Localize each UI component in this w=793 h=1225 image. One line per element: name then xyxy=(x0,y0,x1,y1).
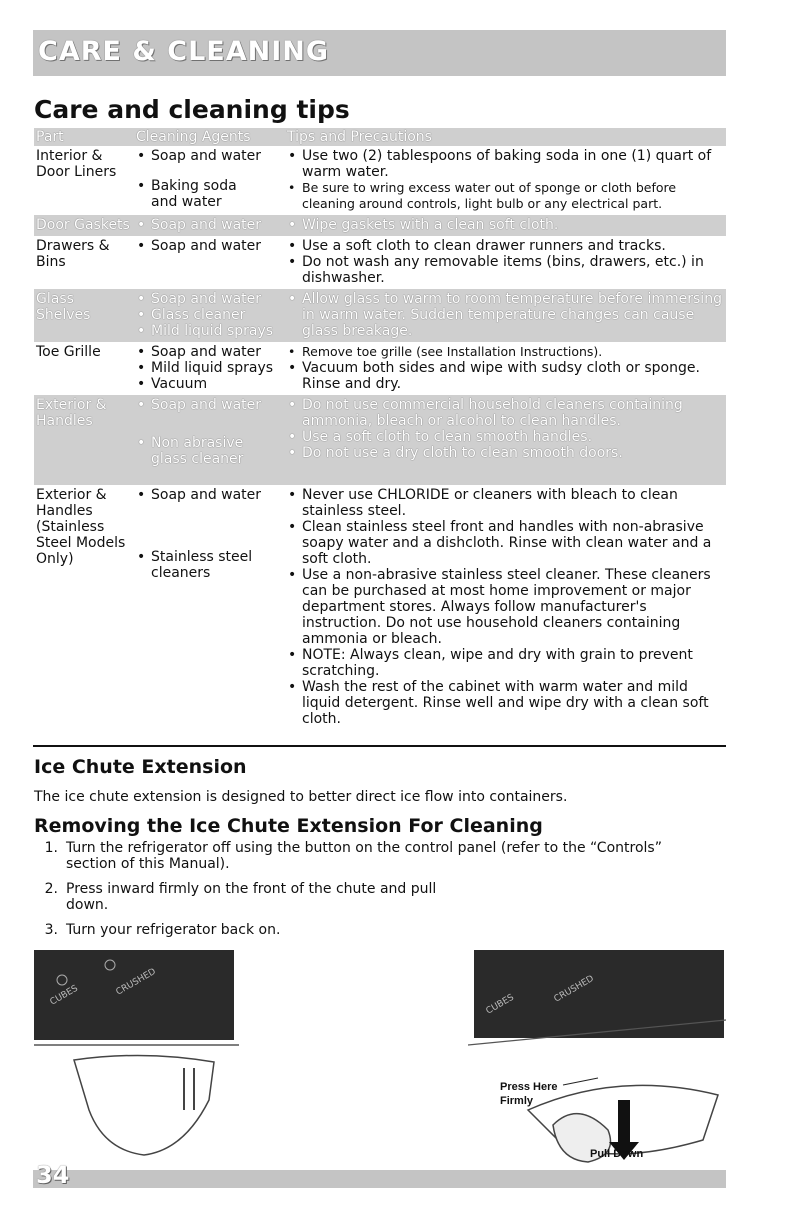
cell-part: Door Gaskets xyxy=(36,217,130,233)
label-crushed: CRUSHED xyxy=(552,973,596,1005)
cell-tips xyxy=(287,291,726,339)
label-cubes: CUBES xyxy=(484,992,516,1017)
cell-agents xyxy=(136,291,287,339)
tip-item: • Never use CHLORIDE or cleaners with bleach to clean stainless steel. xyxy=(287,487,726,519)
agent-item: • Stainless steel cleaners xyxy=(136,549,287,581)
cell-tips xyxy=(287,238,726,286)
tip-item: • Remove toe grille (see Installation Instructions). xyxy=(287,344,726,360)
removing-heading: Removing the Ice Chute Extension For Cleaning xyxy=(34,815,543,837)
cell-tips xyxy=(287,148,726,212)
cell-tips xyxy=(287,397,726,467)
table-body xyxy=(34,146,726,730)
cell-tips xyxy=(287,487,726,727)
removal-steps xyxy=(34,840,714,947)
tip-item: • Allow glass to warm to room temperature before immersing in warm water. Sudden temperature changes can cause glass breakage. xyxy=(287,291,726,339)
pull-down-label: Pull Down xyxy=(590,1148,644,1160)
ice-chute-body: The ice chute extension is designed to better direct ice flow into containers. xyxy=(34,789,568,805)
cell-agents xyxy=(136,217,287,233)
tip-item: • Use a non-abrasive stainless steel cleaner. These cleaners can be purchased at most home improvement or major department stores. Always follow manufacturer's instruction. Do not use household cleaners containing ammonia or bleach. xyxy=(287,567,726,647)
col-agents: Cleaning Agents xyxy=(136,129,251,145)
agent-item: • Soap and water xyxy=(136,344,287,360)
agent-item: • Mild liquid sprays xyxy=(136,360,287,376)
label-cubes: CUBES xyxy=(48,983,80,1008)
tip-item: • Do not use commercial household cleaners containing ammonia, bleach or alcohol to clean handles. xyxy=(287,397,726,429)
tip-item: • Use a soft cloth to clean drawer runners and tracks. xyxy=(287,238,726,254)
col-part: Part xyxy=(36,129,64,145)
step-1: 1. Turn the refrigerator off using the button on the control panel (refer to the “Controls” section of this Manual). xyxy=(44,840,662,872)
tip-item: • Wash the rest of the cabinet with warm water and mild liquid detergent. Rinse well and wipe dry with a clean soft cloth. xyxy=(287,679,726,727)
tip-item: • NOTE: Always clean, wipe and dry with grain to prevent scratching. xyxy=(287,647,726,679)
section-title: Care and cleaning tips xyxy=(34,95,350,124)
table-row xyxy=(34,395,726,485)
agent-item: • Glass cleaner xyxy=(136,307,287,323)
label-crushed: CRUSHED xyxy=(114,966,158,998)
tip-item: • Vacuum both sides and wipe with sudsy cloth or sponge. Rinse and dry. xyxy=(287,360,726,392)
cell-part: Drawers & Bins xyxy=(36,238,110,270)
agent-item: • Soap and water xyxy=(136,397,287,413)
footer-band xyxy=(33,1170,726,1188)
cell-part: Exterior & Handles (Stainless Steel Models Only) xyxy=(36,487,126,567)
tip-item: • Do not use a dry cloth to clean smooth doors. xyxy=(287,445,726,461)
tip-item: • Use a soft cloth to clean smooth handles. xyxy=(287,429,726,445)
cell-agents xyxy=(136,487,287,727)
agent-item: • Mild liquid sprays xyxy=(136,323,287,339)
tip-item: • Do not wash any removable items (bins, drawers, etc.) in dishwasher. xyxy=(287,254,726,286)
agent-item: • Vacuum xyxy=(136,376,287,392)
page-number: 34 xyxy=(36,1161,70,1189)
tip-item: • Be sure to wring excess water out of sponge or cloth before cleaning around controls, light bulb or any electrical part. xyxy=(287,180,726,212)
cell-tips xyxy=(287,217,726,233)
table-row xyxy=(34,485,726,730)
tip-item: • Wipe gaskets with a clean soft cloth. xyxy=(287,217,726,233)
cell-agents xyxy=(136,344,287,392)
agent-item: • Soap and water xyxy=(136,487,287,503)
cell-agents xyxy=(136,148,287,212)
ice-chute-heading: Ice Chute Extension xyxy=(34,756,247,778)
cell-part: Exterior & Handles xyxy=(36,397,107,429)
agent-item: • Soap and water xyxy=(136,217,287,233)
press-here-label: Press Here xyxy=(500,1081,558,1093)
agent-item: • Soap and water xyxy=(136,238,287,254)
care-table xyxy=(34,128,726,730)
ice-chute-illustration-left xyxy=(34,950,244,1160)
ice-chute-illustration-right xyxy=(468,950,726,1165)
cell-agents xyxy=(136,238,287,286)
table-header xyxy=(34,128,726,146)
agent-item: • Baking soda and water xyxy=(136,178,287,210)
firmly-label: Firmly xyxy=(500,1095,534,1107)
table-row xyxy=(34,236,726,289)
table-row xyxy=(34,342,726,395)
tip-item: • Use two (2) tablespoons of baking soda in one (1) quart of warm water. xyxy=(287,148,726,180)
step-3: 3. Turn your refrigerator back on. xyxy=(44,922,281,938)
agent-item: • Soap and water xyxy=(136,291,287,307)
table-row xyxy=(34,146,726,215)
cell-part: Toe Grille xyxy=(36,344,101,360)
agent-item: • Non abrasive glass cleaner xyxy=(136,435,287,467)
section-divider xyxy=(33,745,726,747)
col-tips: Tips and Precautions xyxy=(287,129,432,145)
cell-tips xyxy=(287,344,726,392)
agent-item: • Soap and water xyxy=(136,148,287,164)
page-header-title: CARE & CLEANING xyxy=(38,36,330,67)
cell-part: Interior & Door Liners xyxy=(36,148,117,180)
cell-agents xyxy=(136,397,287,467)
step-2: 2. Press inward firmly on the front of the chute and pull down. xyxy=(44,881,437,913)
tip-item: • Clean stainless steel front and handles with non-abrasive soapy water and a dishcloth. Rinse with clean water and a soft cloth. xyxy=(287,519,726,567)
cell-part: Glass Shelves xyxy=(36,291,91,323)
table-row xyxy=(34,289,726,342)
table-row xyxy=(34,215,726,236)
